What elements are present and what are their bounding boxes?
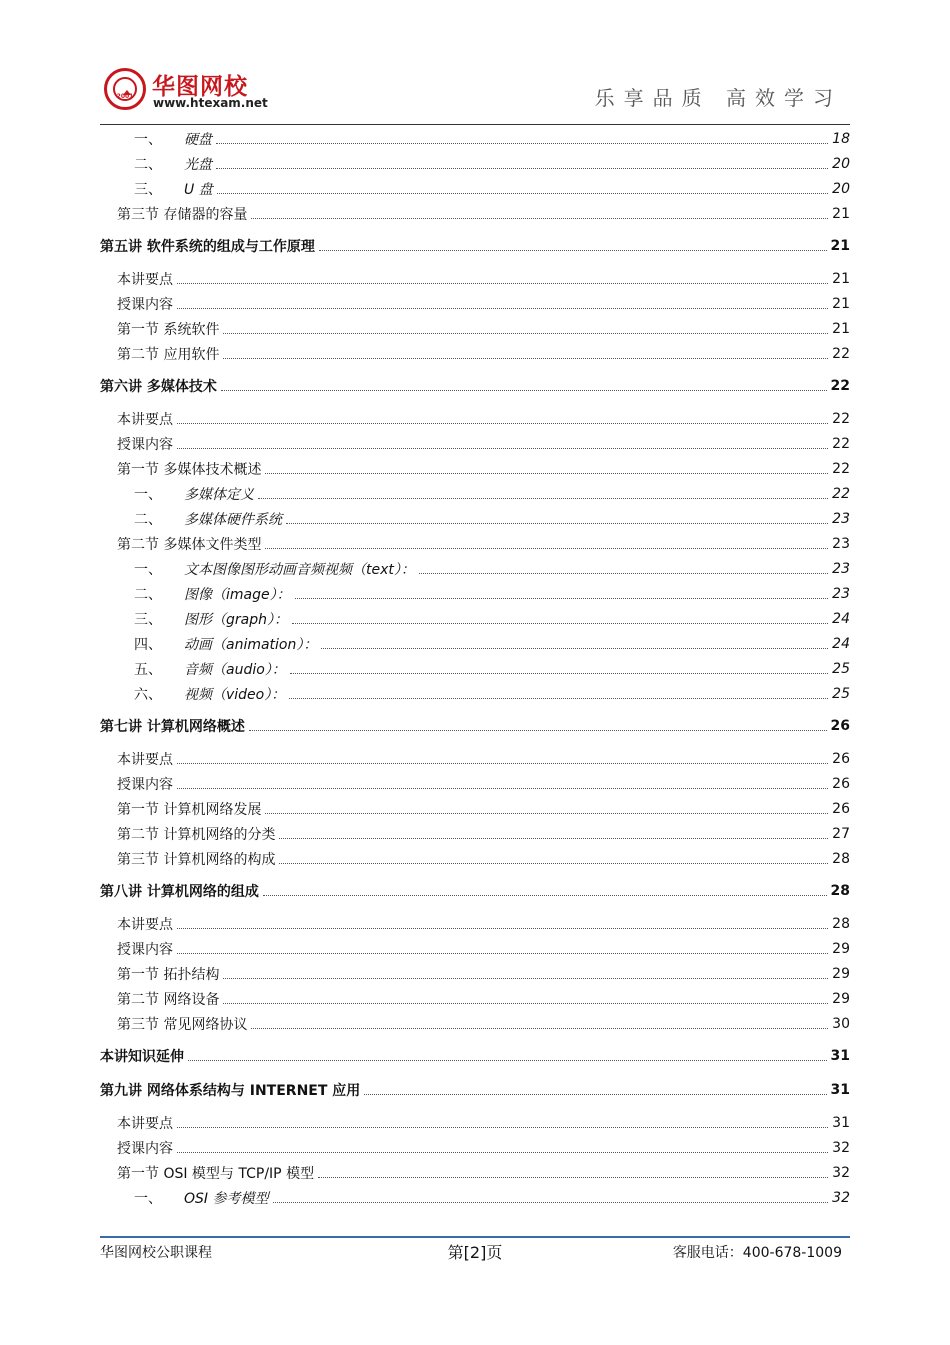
- toc-leader-dots: [251, 1028, 828, 1029]
- toc-section-entry[interactable]: [100, 266, 850, 291]
- toc-page-number: 29: [832, 990, 850, 1007]
- toc-subsection-entry[interactable]: [100, 581, 850, 606]
- toc-leader-dots: [217, 193, 828, 194]
- toc-entry-number: 五、: [134, 661, 162, 678]
- toc-leader-dots: [177, 928, 828, 929]
- toc-entry-title: 多媒体定义: [184, 486, 254, 503]
- toc-entry-number: 三、: [134, 611, 162, 628]
- header-divider: [100, 124, 850, 125]
- toc-leader-dots: [177, 283, 828, 284]
- toc-subsection-entry[interactable]: [100, 656, 850, 681]
- toc-entry-label: 授课内容: [117, 296, 173, 313]
- toc-entry-number: 一、: [134, 561, 162, 578]
- toc-entry-number: 一、: [134, 1190, 162, 1207]
- toc-leader-dots: [223, 978, 828, 979]
- toc-leader-dots: [273, 1202, 829, 1203]
- toc-section-entry[interactable]: [100, 291, 850, 316]
- toc-chapter-entry[interactable]: [100, 1042, 850, 1069]
- toc-leader-dots: [251, 218, 828, 219]
- toc-page-number: 22: [832, 345, 850, 362]
- toc-entry-label: [134, 484, 256, 504]
- toc-section-entry[interactable]: [100, 796, 850, 821]
- toc-entry-label: 第六讲 多媒体技术: [100, 378, 217, 395]
- toc-page-number: 30: [832, 1015, 850, 1032]
- toc-entry-title: U 盘: [184, 181, 213, 198]
- toc-page-number: 18: [832, 130, 850, 147]
- toc-leader-dots: [265, 813, 828, 814]
- toc-entry-label: 第一节 拓扑结构: [117, 966, 220, 983]
- toc-leader-dots: [177, 953, 828, 954]
- toc-entry-label: [134, 609, 290, 629]
- toc-page-number: 23: [832, 535, 850, 552]
- toc-entry-label: 第九讲 网络体系结构与 INTERNET 应用: [100, 1082, 361, 1099]
- toc-page-number: 24: [832, 610, 850, 627]
- toc-entry-title: 光盘: [184, 156, 212, 173]
- toc-entry-number: 一、: [134, 131, 162, 148]
- toc-page-number: 22: [832, 460, 850, 477]
- toc-entry-number: 六、: [134, 686, 162, 703]
- toc-page-number: 29: [832, 965, 850, 982]
- toc-page-number: 23: [832, 560, 850, 577]
- toc-entry-label: 第一节 OSI 模型与 TCP/IP 模型: [117, 1165, 315, 1182]
- brand-name: 华图网校: [152, 74, 248, 100]
- footer-divider: [100, 1236, 850, 1238]
- toc-entry-title: 音频（audio）：: [184, 661, 286, 678]
- toc-leader-dots: [290, 673, 828, 674]
- toc-section-entry[interactable]: [100, 1135, 850, 1160]
- toc-page-number: 22: [832, 410, 850, 427]
- toc-leader-dots: [265, 548, 828, 549]
- toc-entry-label: [134, 179, 215, 199]
- toc-entry-label: 第二节 多媒体文件类型: [117, 536, 262, 553]
- toc-leader-dots: [279, 838, 828, 839]
- toc-leader-dots: [258, 498, 828, 499]
- toc-leader-dots: [419, 573, 828, 574]
- toc-leader-dots: [216, 168, 828, 169]
- toc-leader-dots: [216, 143, 828, 144]
- toc-entry-number: 二、: [134, 156, 162, 173]
- toc-leader-dots: [364, 1094, 826, 1095]
- toc-page-number: 24: [832, 635, 850, 652]
- toc-subsection-entry[interactable]: [100, 681, 850, 706]
- toc-entry-title: 视频（video）：: [184, 686, 286, 703]
- toc-page-number: 23: [832, 510, 850, 527]
- toc-chapter-entry[interactable]: [100, 232, 850, 259]
- toc-page-number: 26: [832, 800, 850, 817]
- toc-leader-dots: [223, 1003, 828, 1004]
- toc-section-entry[interactable]: [100, 936, 850, 961]
- toc-entry-label: [134, 154, 214, 174]
- toc-page-number: 26: [832, 775, 850, 792]
- toc-chapter-entry[interactable]: [100, 877, 850, 904]
- toc-entry-label: 本讲要点: [117, 1115, 173, 1132]
- toc-page-number: 20: [832, 155, 850, 172]
- toc-entry-label: 第一节 系统软件: [117, 321, 220, 338]
- toc-subsection-entry[interactable]: [100, 606, 850, 631]
- toc-page-number: 21: [832, 295, 850, 312]
- toc-subsection-entry[interactable]: [100, 556, 850, 581]
- footer-course: 华图网校公职课程: [100, 1245, 212, 1261]
- toc-subsection-entry[interactable]: [100, 1185, 850, 1210]
- toc-section-entry[interactable]: [100, 531, 850, 556]
- toc-section-entry[interactable]: [100, 771, 850, 796]
- toc-page-number: 28: [830, 882, 850, 899]
- toc-entry-label: 第三节 存储器的容量: [117, 206, 248, 223]
- toc-leader-dots: [289, 698, 828, 699]
- toc-section-entry[interactable]: [100, 821, 850, 846]
- toc-entry-number: 二、: [134, 511, 162, 528]
- seal-year: 2001: [116, 93, 134, 100]
- toc-chapter-entry[interactable]: [100, 712, 850, 739]
- toc-entry-label: 第三节 计算机网络的构成: [117, 851, 276, 868]
- toc-entry-label: 授课内容: [117, 941, 173, 958]
- toc-entry-number: 二、: [134, 586, 162, 603]
- toc-section-entry[interactable]: [100, 846, 850, 871]
- toc-leader-dots: [177, 423, 828, 424]
- toc-subsection-entry[interactable]: [100, 481, 850, 506]
- slogan: 乐享品质 高效学习: [594, 86, 842, 110]
- toc-subsection-entry[interactable]: [100, 506, 850, 531]
- toc-entry-label: [134, 684, 287, 704]
- page-number: 第[2]页: [447, 1243, 503, 1262]
- toc-entry-label: 授课内容: [117, 1140, 173, 1157]
- toc-leader-dots: [263, 895, 827, 896]
- toc-entry-label: 本讲要点: [117, 271, 173, 288]
- toc-leader-dots: [223, 358, 828, 359]
- toc-section-entry[interactable]: [100, 961, 850, 986]
- toc-page-number: 21: [832, 270, 850, 287]
- toc-page-number: 25: [832, 685, 850, 702]
- toc-entry-label: [134, 1188, 271, 1208]
- toc-section-entry[interactable]: [100, 1160, 850, 1185]
- toc-section-entry[interactable]: [100, 911, 850, 936]
- toc-leader-dots: [177, 763, 828, 764]
- toc-entry-label: [134, 634, 319, 654]
- toc-entry-label: 授课内容: [117, 436, 173, 453]
- toc-leader-dots: [177, 1152, 828, 1153]
- toc-entry-label: 本讲要点: [117, 751, 173, 768]
- toc-leader-dots: [265, 473, 828, 474]
- toc-section-entry[interactable]: [100, 1011, 850, 1036]
- toc-entry-label: [134, 659, 288, 679]
- page-header: [100, 60, 850, 124]
- toc-leader-dots: [279, 863, 828, 864]
- toc-entry-title: 硬盘: [184, 131, 212, 148]
- toc-page-number: 21: [830, 237, 850, 254]
- toc-entry-number: 三、: [134, 181, 162, 198]
- toc-entry-label: 第三节 常见网络协议: [117, 1016, 248, 1033]
- toc-section-entry[interactable]: [100, 431, 850, 456]
- toc-page-number: 32: [832, 1164, 850, 1181]
- toc-entry-label: 第五讲 软件系统的组成与工作原理: [100, 238, 315, 255]
- toc-entry-title: 图像（image）：: [184, 586, 291, 603]
- toc-entry-label: 本讲知识延伸: [100, 1048, 184, 1065]
- toc-entry-label: [134, 509, 284, 529]
- toc-leader-dots: [318, 1177, 828, 1178]
- toc-leader-dots: [319, 250, 827, 251]
- toc-entry-label: 本讲要点: [117, 916, 173, 933]
- toc-entry-title: 图形（graph）：: [184, 611, 288, 628]
- toc-page-number: 29: [832, 940, 850, 957]
- toc-chapter-entry[interactable]: [100, 1076, 850, 1103]
- toc-section-entry[interactable]: [100, 746, 850, 771]
- toc-entry-label: [134, 559, 417, 579]
- toc-subsection-entry[interactable]: [100, 151, 850, 176]
- toc-page-number: 26: [830, 717, 850, 734]
- toc-entry-title: 文本图像图形动画音频视频（text）：: [184, 561, 415, 578]
- toc-leader-dots: [177, 1127, 828, 1128]
- toc-section-entry[interactable]: [100, 201, 850, 226]
- toc-leader-dots: [177, 788, 828, 789]
- toc-page-number: 22: [832, 435, 850, 452]
- toc-page-number: 32: [832, 1189, 850, 1206]
- toc-page-number: 20: [832, 180, 850, 197]
- toc-page-number: 21: [832, 320, 850, 337]
- toc-entry-title: 多媒体硬件系统: [184, 511, 282, 528]
- toc-section-entry[interactable]: [100, 456, 850, 481]
- toc-entry-label: 第二节 网络设备: [117, 991, 220, 1008]
- toc-page-number: 31: [830, 1047, 850, 1064]
- toc-subsection-entry[interactable]: [100, 631, 850, 656]
- toc-entry-label: 第二节 应用软件: [117, 346, 220, 363]
- toc-page-number: 22: [832, 485, 850, 502]
- table-of-contents: [100, 126, 850, 1210]
- toc-page-number: 32: [832, 1139, 850, 1156]
- toc-leader-dots: [221, 390, 827, 391]
- toc-entry-label: 第一节 计算机网络发展: [117, 801, 262, 818]
- toc-entry-label: 第二节 计算机网络的分类: [117, 826, 276, 843]
- toc-entry-label: 本讲要点: [117, 411, 173, 428]
- toc-entry-label: [134, 129, 214, 149]
- toc-page-number: 31: [832, 1114, 850, 1131]
- toc-section-entry[interactable]: [100, 341, 850, 366]
- toc-page-number: 21: [832, 205, 850, 222]
- toc-leader-dots: [286, 523, 828, 524]
- toc-entry-label: 第八讲 计算机网络的组成: [100, 883, 259, 900]
- toc-page-number: 28: [832, 915, 850, 932]
- toc-page-number: 28: [832, 850, 850, 867]
- toc-page-number: 22: [830, 377, 850, 394]
- toc-entry-title: 动画（animation）：: [184, 636, 318, 653]
- toc-section-entry[interactable]: [100, 986, 850, 1011]
- toc-chapter-entry[interactable]: [100, 372, 850, 399]
- toc-page-number: 25: [832, 660, 850, 677]
- toc-leader-dots: [249, 730, 827, 731]
- toc-leader-dots: [188, 1060, 827, 1061]
- toc-leader-dots: [177, 448, 828, 449]
- brand-url: www.htexam.net: [153, 96, 268, 110]
- toc-section-entry[interactable]: [100, 316, 850, 341]
- toc-leader-dots: [295, 598, 829, 599]
- toc-entry-title: OSI 参考模型: [184, 1190, 269, 1207]
- toc-entry-number: 一、: [134, 486, 162, 503]
- toc-subsection-entry[interactable]: [100, 126, 850, 151]
- toc-page-number: 27: [832, 825, 850, 842]
- toc-entry-label: 授课内容: [117, 776, 173, 793]
- toc-page-number: 26: [832, 750, 850, 767]
- toc-subsection-entry[interactable]: [100, 176, 850, 201]
- toc-entry-label: 第一节 多媒体技术概述: [117, 461, 262, 478]
- toc-section-entry[interactable]: [100, 406, 850, 431]
- toc-entry-label: 第七讲 计算机网络概述: [100, 718, 245, 735]
- toc-leader-dots: [292, 623, 828, 624]
- toc-entry-number: 四、: [134, 636, 162, 653]
- toc-page-number: 23: [832, 585, 850, 602]
- page-footer: [100, 1242, 850, 1262]
- footer-phone: 客服电话：400-678-1009: [672, 1245, 842, 1261]
- toc-entry-label: [134, 584, 293, 604]
- toc-leader-dots: [223, 333, 828, 334]
- toc-leader-dots: [321, 648, 828, 649]
- toc-leader-dots: [177, 308, 828, 309]
- toc-page-number: 31: [830, 1081, 850, 1098]
- toc-section-entry[interactable]: [100, 1110, 850, 1135]
- logo-seal-icon: [104, 68, 146, 110]
